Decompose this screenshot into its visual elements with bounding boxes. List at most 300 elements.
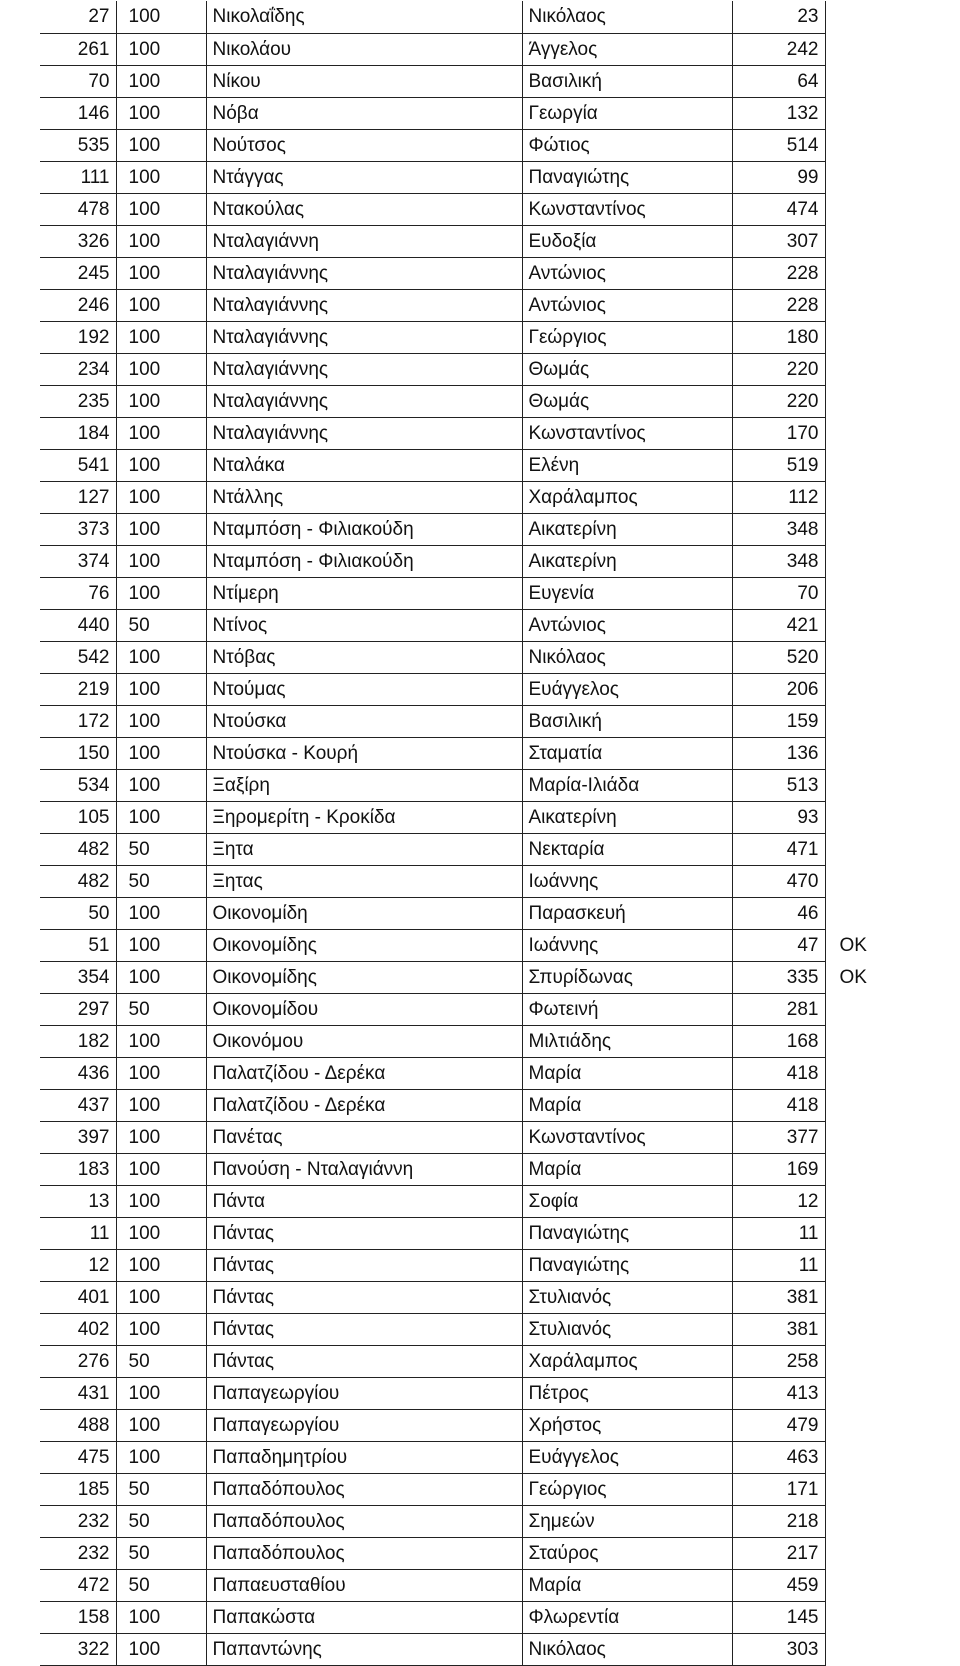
row-id-cell: 13 — [40, 1185, 116, 1217]
row-percent-cell: 100 — [116, 1025, 206, 1057]
row-id-cell: 245 — [40, 257, 116, 289]
row-percent-cell: 100 — [116, 353, 206, 385]
row-percent-cell: 100 — [116, 673, 206, 705]
row-surname-cell: Οικονομίδου — [206, 993, 522, 1025]
row-flag-cell — [825, 609, 899, 641]
row-id-cell: 437 — [40, 1089, 116, 1121]
row-percent-cell: 50 — [116, 1505, 206, 1537]
table-row — [40, 1, 899, 33]
row-surname-cell: Παλατζίδου - Δερέκα — [206, 1089, 522, 1121]
row-flag-cell — [825, 1441, 899, 1473]
row-surname-cell: Ντακούλας — [206, 193, 522, 225]
table-row — [40, 481, 899, 513]
table-row — [40, 1441, 899, 1473]
table-row — [40, 33, 899, 65]
row-percent-cell: 100 — [116, 1601, 206, 1633]
row-surname-cell: Παλατζίδου - Δερέκα — [206, 1057, 522, 1089]
row-percent-cell: 100 — [116, 1089, 206, 1121]
row-id-cell: 105 — [40, 801, 116, 833]
row-id-cell: 535 — [40, 129, 116, 161]
row-percent-cell: 100 — [116, 1377, 206, 1409]
table-row — [40, 1153, 899, 1185]
row-surname-cell: Παπαγεωργίου — [206, 1377, 522, 1409]
records-table-body — [40, 1, 899, 1665]
row-surname-cell: Παπαδόπουλος — [206, 1537, 522, 1569]
row-id-cell: 232 — [40, 1505, 116, 1537]
row-number-cell: 514 — [732, 129, 825, 161]
table-row — [40, 737, 899, 769]
row-id-cell: 373 — [40, 513, 116, 545]
row-surname-cell: Νταλαγιάννης — [206, 417, 522, 449]
row-percent-cell: 100 — [116, 289, 206, 321]
row-surname-cell: Πάντας — [206, 1281, 522, 1313]
row-percent-cell: 100 — [116, 513, 206, 545]
row-number-cell: 413 — [732, 1377, 825, 1409]
row-id-cell: 397 — [40, 1121, 116, 1153]
row-percent-cell: 100 — [116, 193, 206, 225]
table-row — [40, 161, 899, 193]
row-flag-cell — [825, 1473, 899, 1505]
row-flag-cell — [825, 769, 899, 801]
row-firstname-cell: Αικατερίνη — [522, 513, 732, 545]
table-row — [40, 705, 899, 737]
row-firstname-cell: Ευάγγελος — [522, 1441, 732, 1473]
row-percent-cell: 100 — [116, 577, 206, 609]
row-firstname-cell: Φωτεινή — [522, 993, 732, 1025]
table-row — [40, 1633, 899, 1665]
table-row — [40, 129, 899, 161]
row-percent-cell: 100 — [116, 129, 206, 161]
row-flag-cell — [825, 1249, 899, 1281]
row-percent-cell: 100 — [116, 449, 206, 481]
row-number-cell: 132 — [732, 97, 825, 129]
row-firstname-cell: Ευάγγελος — [522, 673, 732, 705]
row-flag-cell — [825, 737, 899, 769]
row-percent-cell: 100 — [116, 321, 206, 353]
row-flag-cell — [825, 641, 899, 673]
row-firstname-cell: Μαρία — [522, 1153, 732, 1185]
row-surname-cell: Νταμπόση - Φιλιακούδη — [206, 513, 522, 545]
row-firstname-cell: Κωνσταντίνος — [522, 417, 732, 449]
row-firstname-cell: Φώτιος — [522, 129, 732, 161]
row-surname-cell: Νούτσος — [206, 129, 522, 161]
row-flag-cell — [825, 1153, 899, 1185]
row-number-cell: 474 — [732, 193, 825, 225]
table-row — [40, 1025, 899, 1057]
row-id-cell: 192 — [40, 321, 116, 353]
row-flag-cell — [825, 801, 899, 833]
row-firstname-cell: Κωνσταντίνος — [522, 1121, 732, 1153]
row-surname-cell: Ντούσκα - Κουρή — [206, 737, 522, 769]
row-flag-cell — [825, 1409, 899, 1441]
row-surname-cell: Οικονόμου — [206, 1025, 522, 1057]
row-surname-cell: Νταλαγιάννης — [206, 257, 522, 289]
row-number-cell: 11 — [732, 1249, 825, 1281]
row-surname-cell: Ξητας — [206, 865, 522, 897]
row-firstname-cell: Θωμάς — [522, 353, 732, 385]
table-row — [40, 1121, 899, 1153]
row-percent-cell: 100 — [116, 1441, 206, 1473]
row-number-cell: 228 — [732, 257, 825, 289]
row-id-cell: 488 — [40, 1409, 116, 1441]
row-firstname-cell: Βασιλική — [522, 65, 732, 97]
row-percent-cell: 100 — [116, 737, 206, 769]
row-flag-cell — [825, 65, 899, 97]
row-percent-cell: 50 — [116, 1569, 206, 1601]
row-number-cell: 228 — [732, 289, 825, 321]
row-firstname-cell: Στυλιανός — [522, 1313, 732, 1345]
row-number-cell: 307 — [732, 225, 825, 257]
row-flag-cell — [825, 33, 899, 65]
row-surname-cell: Ξαξίρη — [206, 769, 522, 801]
row-flag-cell — [825, 1217, 899, 1249]
row-surname-cell: Νόβα — [206, 97, 522, 129]
row-number-cell: 520 — [732, 641, 825, 673]
table-row — [40, 1249, 899, 1281]
row-firstname-cell: Σταματία — [522, 737, 732, 769]
row-firstname-cell: Κωνσταντίνος — [522, 193, 732, 225]
row-firstname-cell: Σοφία — [522, 1185, 732, 1217]
row-surname-cell: Νταλαγιάννη — [206, 225, 522, 257]
row-number-cell: 180 — [732, 321, 825, 353]
row-flag-cell: OK — [839, 966, 867, 988]
row-percent-cell: 100 — [116, 1409, 206, 1441]
row-firstname-cell: Αικατερίνη — [522, 801, 732, 833]
row-number-cell: 381 — [732, 1281, 825, 1313]
row-firstname-cell: Αντώνιος — [522, 289, 732, 321]
row-number-cell: 418 — [732, 1057, 825, 1089]
records-table — [40, 1, 899, 1666]
row-percent-cell: 100 — [116, 481, 206, 513]
row-flag-cell — [825, 1, 899, 33]
table-row — [40, 801, 899, 833]
row-firstname-cell: Μαρία — [522, 1057, 732, 1089]
row-flag-cell — [825, 1345, 899, 1377]
row-id-cell: 401 — [40, 1281, 116, 1313]
row-surname-cell: Παπαγεωργίου — [206, 1409, 522, 1441]
row-id-cell: 482 — [40, 833, 116, 865]
row-id-cell: 12 — [40, 1249, 116, 1281]
row-percent-cell: 100 — [116, 1, 206, 33]
row-firstname-cell: Ελένη — [522, 449, 732, 481]
row-firstname-cell: Μαρία — [522, 1569, 732, 1601]
row-number-cell: 377 — [732, 1121, 825, 1153]
row-surname-cell: Νικολάου — [206, 33, 522, 65]
row-surname-cell: Παπακώστα — [206, 1601, 522, 1633]
table-row — [40, 833, 899, 865]
row-number-cell: 335 — [732, 961, 825, 993]
row-number-cell: 459 — [732, 1569, 825, 1601]
row-percent-cell: 100 — [116, 1185, 206, 1217]
row-firstname-cell: Βασιλική — [522, 705, 732, 737]
table-row — [40, 449, 899, 481]
row-number-cell: 217 — [732, 1537, 825, 1569]
row-number-cell: 242 — [732, 33, 825, 65]
row-percent-cell: 50 — [116, 609, 206, 641]
row-surname-cell: Ντάλλης — [206, 481, 522, 513]
row-firstname-cell: Ιωάννης — [522, 929, 732, 961]
row-firstname-cell: Νεκταρία — [522, 833, 732, 865]
row-id-cell: 276 — [40, 1345, 116, 1377]
table-row — [40, 641, 899, 673]
table-row — [40, 1217, 899, 1249]
table-row — [40, 1185, 899, 1217]
row-percent-cell: 100 — [116, 1217, 206, 1249]
row-firstname-cell: Σημεών — [522, 1505, 732, 1537]
row-number-cell: 471 — [732, 833, 825, 865]
row-number-cell: 11 — [732, 1217, 825, 1249]
row-percent-cell: 50 — [116, 833, 206, 865]
table-row — [40, 65, 899, 97]
row-id-cell: 374 — [40, 545, 116, 577]
table-row — [40, 225, 899, 257]
row-surname-cell: Πανέτας — [206, 1121, 522, 1153]
table-row — [40, 1089, 899, 1121]
row-surname-cell: Ντάγγας — [206, 161, 522, 193]
row-flag-cell — [825, 673, 899, 705]
row-firstname-cell: Ιωάννης — [522, 865, 732, 897]
row-id-cell: 127 — [40, 481, 116, 513]
row-surname-cell: Νταλάκα — [206, 449, 522, 481]
row-percent-cell: 100 — [116, 769, 206, 801]
row-number-cell: 463 — [732, 1441, 825, 1473]
table-row — [40, 97, 899, 129]
row-flag-cell — [825, 417, 899, 449]
row-number-cell: 159 — [732, 705, 825, 737]
row-number-cell: 303 — [732, 1633, 825, 1665]
row-flag-cell — [825, 481, 899, 513]
row-number-cell: 171 — [732, 1473, 825, 1505]
row-id-cell: 402 — [40, 1313, 116, 1345]
row-firstname-cell: Φλωρεντία — [522, 1601, 732, 1633]
row-surname-cell: Πανούση - Νταλαγιάννη — [206, 1153, 522, 1185]
row-flag-cell — [825, 1537, 899, 1569]
row-percent-cell: 50 — [116, 1345, 206, 1377]
row-surname-cell: Οικονομίδης — [206, 929, 522, 961]
table-row — [40, 513, 899, 545]
row-number-cell: 112 — [732, 481, 825, 513]
row-firstname-cell: Αντώνιος — [522, 257, 732, 289]
row-surname-cell: Παπαντώνης — [206, 1633, 522, 1665]
row-number-cell: 519 — [732, 449, 825, 481]
row-id-cell: 184 — [40, 417, 116, 449]
row-surname-cell: Νίκου — [206, 65, 522, 97]
row-id-cell: 185 — [40, 1473, 116, 1505]
row-firstname-cell: Θωμάς — [522, 385, 732, 417]
table-row — [40, 609, 899, 641]
row-percent-cell: 100 — [116, 1121, 206, 1153]
row-flag-cell — [825, 1089, 899, 1121]
table-row — [40, 673, 899, 705]
row-flag-cell: OK — [839, 934, 867, 956]
row-firstname-cell: Στυλιανός — [522, 1281, 732, 1313]
row-id-cell: 534 — [40, 769, 116, 801]
row-firstname-cell: Μαρία-Ιλιάδα — [522, 769, 732, 801]
row-firstname-cell: Ευγενία — [522, 577, 732, 609]
row-number-cell: 479 — [732, 1409, 825, 1441]
row-number-cell: 470 — [732, 865, 825, 897]
row-id-cell: 326 — [40, 225, 116, 257]
row-percent-cell: 100 — [116, 257, 206, 289]
row-firstname-cell: Άγγελος — [522, 33, 732, 65]
row-number-cell: 70 — [732, 577, 825, 609]
row-flag-cell — [825, 1025, 899, 1057]
table-row — [40, 929, 899, 961]
row-surname-cell: Νταλαγιάννης — [206, 353, 522, 385]
row-surname-cell: Παπαδόπουλος — [206, 1505, 522, 1537]
row-id-cell: 431 — [40, 1377, 116, 1409]
table-row — [40, 577, 899, 609]
row-surname-cell: Ντούμας — [206, 673, 522, 705]
row-number-cell: 23 — [732, 1, 825, 33]
row-flag-cell — [825, 705, 899, 737]
table-row — [40, 257, 899, 289]
row-number-cell: 258 — [732, 1345, 825, 1377]
table-row — [40, 193, 899, 225]
table-row — [40, 1313, 899, 1345]
row-firstname-cell: Χαράλαμπος — [522, 1345, 732, 1377]
row-surname-cell: Νταμπόση - Φιλιακούδη — [206, 545, 522, 577]
row-id-cell: 232 — [40, 1537, 116, 1569]
table-row — [40, 1281, 899, 1313]
row-id-cell: 235 — [40, 385, 116, 417]
row-number-cell: 206 — [732, 673, 825, 705]
row-firstname-cell: Αικατερίνη — [522, 545, 732, 577]
table-row — [40, 961, 899, 993]
row-id-cell: 111 — [40, 161, 116, 193]
row-id-cell: 354 — [40, 961, 116, 993]
row-flag-cell — [825, 1505, 899, 1537]
table-row — [40, 1473, 899, 1505]
row-firstname-cell: Παναγιώτης — [522, 1217, 732, 1249]
row-flag-cell — [825, 225, 899, 257]
row-percent-cell: 100 — [116, 385, 206, 417]
row-firstname-cell: Νικόλαος — [522, 1633, 732, 1665]
row-number-cell: 12 — [732, 1185, 825, 1217]
row-flag-cell — [825, 577, 899, 609]
row-number-cell: 47 — [732, 929, 825, 961]
row-id-cell: 172 — [40, 705, 116, 737]
table-row — [40, 1601, 899, 1633]
table-row — [40, 1345, 899, 1377]
row-number-cell: 513 — [732, 769, 825, 801]
row-id-cell: 183 — [40, 1153, 116, 1185]
row-surname-cell: Πάντας — [206, 1249, 522, 1281]
row-flag-cell — [825, 289, 899, 321]
row-number-cell: 348 — [732, 513, 825, 545]
row-surname-cell: Ντόβας — [206, 641, 522, 673]
row-surname-cell: Οικονομίδης — [206, 961, 522, 993]
table-row — [40, 769, 899, 801]
row-flag-cell — [825, 161, 899, 193]
row-flag-cell — [825, 257, 899, 289]
row-flag-cell — [825, 1057, 899, 1089]
row-number-cell: 169 — [732, 1153, 825, 1185]
row-percent-cell: 100 — [116, 1249, 206, 1281]
row-surname-cell: Πάντας — [206, 1217, 522, 1249]
row-percent-cell: 100 — [116, 33, 206, 65]
row-firstname-cell: Μαρία — [522, 1089, 732, 1121]
row-surname-cell: Νταλαγιάννης — [206, 385, 522, 417]
row-id-cell: 440 — [40, 609, 116, 641]
row-percent-cell: 100 — [116, 417, 206, 449]
row-flag-cell — [825, 513, 899, 545]
row-firstname-cell: Νικόλαος — [522, 641, 732, 673]
row-flag-cell — [825, 449, 899, 481]
row-percent-cell: 100 — [116, 545, 206, 577]
row-percent-cell: 100 — [116, 801, 206, 833]
row-flag-cell — [825, 1121, 899, 1153]
row-number-cell: 421 — [732, 609, 825, 641]
row-percent-cell: 100 — [116, 1281, 206, 1313]
row-percent-cell: 50 — [116, 865, 206, 897]
table-row — [40, 1569, 899, 1601]
table-row — [40, 865, 899, 897]
row-percent-cell: 100 — [116, 897, 206, 929]
table-row — [40, 353, 899, 385]
row-id-cell: 219 — [40, 673, 116, 705]
row-surname-cell: Πάντας — [206, 1345, 522, 1377]
row-flag-cell — [825, 545, 899, 577]
row-number-cell: 99 — [732, 161, 825, 193]
table-row — [40, 545, 899, 577]
row-number-cell: 418 — [732, 1089, 825, 1121]
row-id-cell: 234 — [40, 353, 116, 385]
row-surname-cell: Παπαευσταθίου — [206, 1569, 522, 1601]
row-number-cell: 46 — [732, 897, 825, 929]
row-percent-cell: 100 — [116, 97, 206, 129]
row-percent-cell: 100 — [116, 641, 206, 673]
row-id-cell: 482 — [40, 865, 116, 897]
row-flag-cell — [825, 321, 899, 353]
row-id-cell: 436 — [40, 1057, 116, 1089]
row-flag-cell — [825, 1281, 899, 1313]
row-flag-cell — [825, 833, 899, 865]
row-firstname-cell: Ευδοξία — [522, 225, 732, 257]
row-percent-cell: 100 — [116, 705, 206, 737]
row-flag-cell — [825, 1377, 899, 1409]
row-surname-cell: Πάντας — [206, 1313, 522, 1345]
row-percent-cell: 100 — [116, 65, 206, 97]
row-flag-cell — [825, 897, 899, 929]
table-row — [40, 385, 899, 417]
row-surname-cell: Παπαδημητρίου — [206, 1441, 522, 1473]
row-percent-cell: 50 — [116, 1473, 206, 1505]
table-row — [40, 897, 899, 929]
row-id-cell: 182 — [40, 1025, 116, 1057]
row-percent-cell: 100 — [116, 961, 206, 993]
row-id-cell: 70 — [40, 65, 116, 97]
row-surname-cell: Ξηρομερίτη - Κροκίδα — [206, 801, 522, 833]
row-firstname-cell: Αντώνιος — [522, 609, 732, 641]
row-flag-cell — [825, 1313, 899, 1345]
row-id-cell: 51 — [40, 929, 116, 961]
row-id-cell: 297 — [40, 993, 116, 1025]
row-number-cell: 64 — [732, 65, 825, 97]
row-flag-cell — [825, 1633, 899, 1665]
row-firstname-cell: Χρήστος — [522, 1409, 732, 1441]
row-percent-cell: 100 — [116, 1633, 206, 1665]
table-row — [40, 321, 899, 353]
row-percent-cell: 100 — [116, 1313, 206, 1345]
row-number-cell: 381 — [732, 1313, 825, 1345]
row-flag-cell — [825, 1569, 899, 1601]
table-row — [40, 1377, 899, 1409]
row-surname-cell: Νταλαγιάννης — [206, 321, 522, 353]
row-surname-cell: Οικονομίδη — [206, 897, 522, 929]
row-firstname-cell: Πέτρος — [522, 1377, 732, 1409]
row-percent-cell: 100 — [116, 1057, 206, 1089]
